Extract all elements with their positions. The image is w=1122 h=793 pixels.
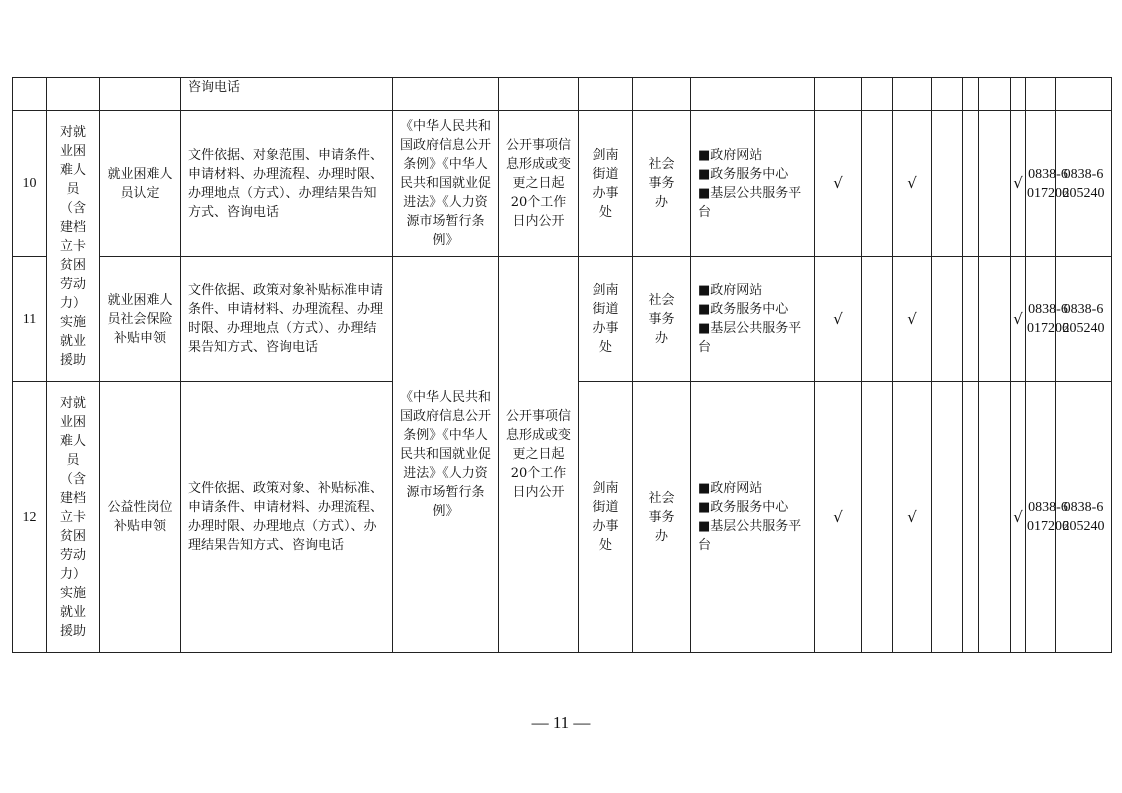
dept-cell bbox=[633, 382, 691, 653]
body-text: 剑南街道办事处 bbox=[592, 481, 619, 553]
check-cell bbox=[862, 257, 893, 382]
check-cell bbox=[862, 78, 893, 111]
channel-website: ■政府网站 bbox=[698, 283, 763, 298]
basis-cell bbox=[393, 111, 499, 257]
subject-text: 对就业困难人员（含建档立卡贫困劳动力）实施就业援助 bbox=[59, 124, 86, 368]
content-cell: 文件依据、对象范围、申请条件、申请材料、办理流程、办理时限、办理地点（方式）、办理结果告知方式、咨询电话 bbox=[181, 111, 393, 257]
subject-cell bbox=[47, 111, 100, 382]
item-text: 就业困难人员认定 bbox=[107, 166, 173, 201]
phone-cell bbox=[1056, 257, 1112, 382]
check-cell: √ bbox=[1011, 382, 1026, 653]
page-number: — 11 — bbox=[531, 713, 591, 732]
time-limit-text: 公开事项信息形成或变更之日起20个工作日内公开 bbox=[505, 138, 571, 229]
check-cell: √ bbox=[1011, 257, 1026, 382]
basis-text: 《中华人民共和国政府信息公开条例》《中华人民共和国就业促进法》《人力资源市场暂行条例》 bbox=[399, 390, 491, 519]
phone-cell bbox=[1056, 111, 1112, 257]
channel-community-platform: ■基层公共服务平台 bbox=[698, 185, 802, 220]
check-cell: √ bbox=[815, 111, 862, 257]
basis-text: 《中华人民共和国政府信息公开条例》《中华人民共和国就业促进法》《人力资源市场暂行条例》 bbox=[399, 119, 491, 248]
check-cell bbox=[979, 78, 1011, 111]
check-cell: √ bbox=[1011, 111, 1026, 257]
subject-text: 对就业困难人员（含建档立卡贫困劳动力）实施就业援助 bbox=[59, 395, 86, 639]
phone-number: 0838-6205240 bbox=[1062, 500, 1105, 534]
disclosure-table bbox=[12, 77, 1112, 653]
time-limit-cell bbox=[499, 111, 579, 257]
phone-cell bbox=[1026, 78, 1056, 111]
item-cell bbox=[100, 78, 181, 111]
phone-cell bbox=[1026, 382, 1069, 653]
time-limit-cell bbox=[499, 78, 579, 111]
channel-cell bbox=[691, 78, 815, 111]
check-cell bbox=[862, 382, 893, 653]
check-cell bbox=[893, 78, 932, 111]
phone-number: 0838-6017206 bbox=[1027, 166, 1069, 201]
basis-cell bbox=[393, 257, 499, 653]
check-cell bbox=[932, 78, 963, 111]
phone-cell bbox=[1056, 78, 1112, 111]
content-cell: 咨询电话 bbox=[181, 78, 393, 111]
item-text: 就业困难人员社会保险补贴申领 bbox=[107, 292, 173, 346]
channel-cell bbox=[691, 382, 815, 653]
table-row bbox=[13, 257, 1112, 382]
row-number: 11 bbox=[13, 257, 47, 382]
channel-service-center: ■政务服务中心 bbox=[698, 166, 789, 182]
phone-number: 0838-6205240 bbox=[1062, 302, 1105, 336]
time-limit-cell bbox=[499, 257, 579, 653]
check-cell bbox=[963, 111, 979, 257]
dept-cell bbox=[633, 257, 691, 382]
check-cell bbox=[932, 111, 963, 257]
check-cell bbox=[1011, 78, 1026, 111]
channel-website: ■政府网站 bbox=[698, 147, 763, 163]
item-text: 公益性岗位补贴申领 bbox=[107, 500, 173, 534]
phone-number: 0838-6017206 bbox=[1027, 500, 1069, 534]
basis-cell bbox=[393, 78, 499, 111]
body-text: 剑南街道办事处 bbox=[592, 147, 619, 220]
table-row bbox=[13, 111, 1112, 257]
check-cell: √ bbox=[815, 257, 862, 382]
dept-text: 社会事务办 bbox=[648, 490, 675, 544]
check-cell: √ bbox=[893, 111, 932, 257]
content-cell: 文件依据、政策对象、补贴标准、申请条件、申请材料、办理流程、办理时限、办理地点（方式）、办理结果告知方式、咨询电话 bbox=[181, 382, 393, 653]
phone-number: 0838-6017206 bbox=[1027, 302, 1069, 336]
channel-cell bbox=[691, 257, 815, 382]
channel-community-platform: ■基层公共服务平台 bbox=[698, 321, 802, 355]
check-cell: √ bbox=[893, 382, 932, 653]
channel-community-platform: ■基层公共服务平台 bbox=[698, 519, 802, 553]
check-cell bbox=[932, 257, 963, 382]
check-cell bbox=[963, 78, 979, 111]
check-cell bbox=[979, 382, 1011, 653]
body-cell bbox=[579, 257, 633, 382]
row-number bbox=[13, 78, 47, 111]
dept-text: 社会事务办 bbox=[648, 292, 675, 346]
body-cell bbox=[579, 111, 633, 257]
check-cell bbox=[815, 78, 862, 111]
check-cell bbox=[963, 382, 979, 653]
phone-cell bbox=[1056, 382, 1112, 653]
channel-website: ■政府网站 bbox=[698, 481, 763, 496]
check-cell bbox=[963, 257, 979, 382]
check-cell: √ bbox=[815, 382, 862, 653]
dept-text: 社会事务办 bbox=[648, 157, 675, 210]
check-cell bbox=[979, 111, 1011, 257]
content-cell: 文件依据、政策对象补贴标准申请条件、申请材料、办理流程、办理时限、办理地点（方式）、办理结果告知方式、咨询电话 bbox=[181, 257, 393, 382]
item-cell bbox=[100, 257, 181, 382]
channel-cell bbox=[691, 111, 815, 257]
check-cell bbox=[932, 382, 963, 653]
body-text: 剑南街道办事处 bbox=[592, 283, 619, 355]
item-cell bbox=[100, 382, 181, 653]
body-cell bbox=[579, 382, 633, 653]
body-cell bbox=[579, 78, 633, 111]
item-cell bbox=[100, 111, 181, 257]
check-cell bbox=[979, 257, 1011, 382]
row-number: 10 bbox=[13, 111, 47, 257]
channel-service-center: ■政务服务中心 bbox=[698, 302, 789, 317]
subject-cell bbox=[47, 78, 100, 111]
check-cell: √ bbox=[893, 257, 932, 382]
row-number: 12 bbox=[13, 382, 47, 653]
phone-cell bbox=[1026, 257, 1069, 382]
phone-cell bbox=[1026, 111, 1069, 257]
table-row-continued bbox=[13, 78, 1112, 111]
subject-cell bbox=[47, 382, 100, 653]
check-cell bbox=[862, 111, 893, 257]
dept-cell bbox=[633, 111, 691, 257]
dept-cell bbox=[633, 78, 691, 111]
phone-number: 0838-6205240 bbox=[1062, 166, 1105, 201]
time-limit-text: 公开事项信息形成或变更之日起20个工作日内公开 bbox=[505, 409, 571, 500]
channel-service-center: ■政务服务中心 bbox=[698, 500, 789, 515]
